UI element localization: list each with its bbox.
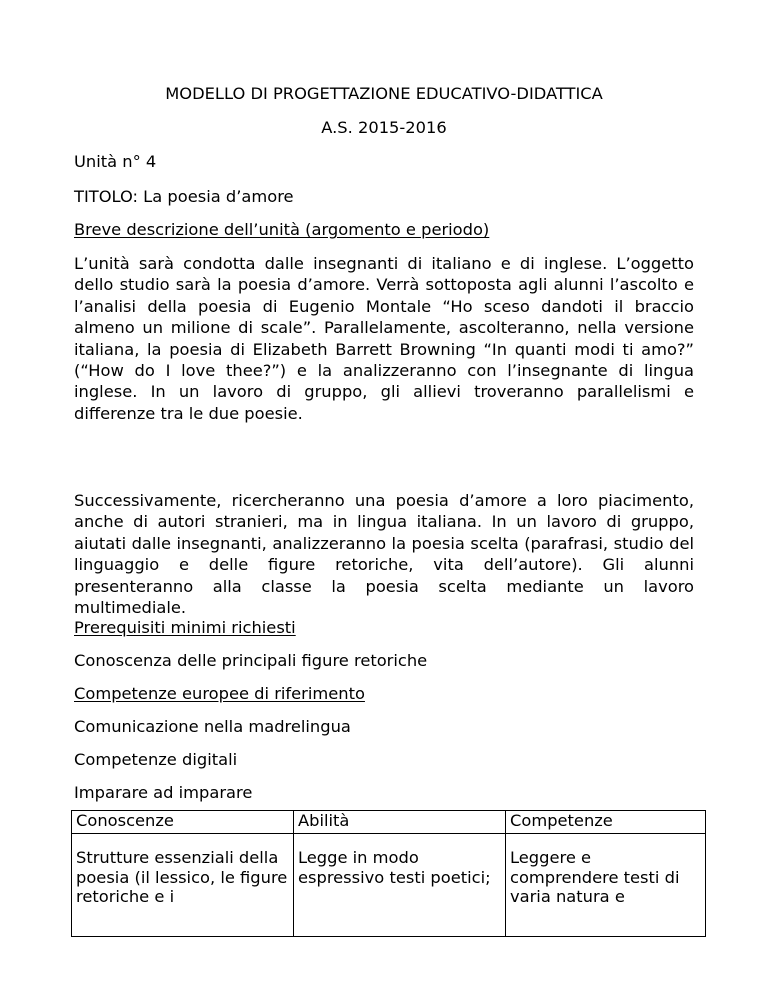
prerequisites-heading: Prerequisiti minimi richiesti <box>74 618 296 637</box>
competence-item: Imparare ad imparare <box>74 783 253 802</box>
table-cell: Legge in modo espressivo testi poetici; <box>294 834 506 937</box>
skills-table <box>71 810 706 937</box>
school-year: A.S. 2015-2016 <box>321 118 447 137</box>
prerequisites-item: Conoscenza delle principali figure retoriche <box>74 651 428 670</box>
table-cell: Strutture essenziali della poesia (il lessico, le figure retoriche e i <box>72 834 294 937</box>
header-abilita: Abilità <box>294 811 506 834</box>
unit-number: Unità n° 4 <box>74 152 157 171</box>
table-row <box>72 834 706 937</box>
table-header-row <box>72 811 706 834</box>
description-paragraph-2: Successivamente, ricercheranno una poesia d’amore a loro piacimento, anche di autori stranieri, ma in lingua italiana. In un lavoro di gruppo, aiutati dalle insegnanti, analizzeranno la poesia scelta (parafrasi, studio del linguaggio e delle figure retoriche, vita dell’autore). Gli alunni presenteranno alla classe la poesia scelta mediante un lavoro multimediale. <box>74 491 694 618</box>
description-paragraph-1: L’unità sarà condotta dalle insegnanti di italiano e di inglese. L’oggetto dello studio sarà la poesia d’amore. Verrà sottoposta agli alunni l’ascolto e l’analisi della poesia di Eugenio Montale “Ho sceso dandoti il braccio almeno un milione di scale”. Parallelamente, ascolteranno, nella versione italiana, la poesia di Elizabeth Barrett Browning “In quanti modi ti amo?” (“How do I love thee?”) e la analizzeranno con l’insegnante di lingua inglese. In un lavoro di gruppo, gli allievi troveranno parallelismi e differenze tra le due poesie. <box>74 254 694 423</box>
unit-title: TITOLO: La poesia d’amore <box>74 187 294 206</box>
competence-item: Comunicazione nella madrelingua <box>74 717 351 736</box>
header-competenze: Competenze <box>506 811 706 834</box>
document-title: MODELLO DI PROGETTAZIONE EDUCATIVO-DIDATTICA <box>165 84 603 103</box>
description-heading: Breve descrizione dell’unità (argomento e periodo) <box>74 220 490 239</box>
competence-item: Competenze digitali <box>74 750 238 769</box>
competences-heading: Competenze europee di riferimento <box>74 684 365 703</box>
header-conoscenze: Conoscenze <box>72 811 294 834</box>
table-cell: Leggere e comprendere testi di varia natura e <box>506 834 706 937</box>
